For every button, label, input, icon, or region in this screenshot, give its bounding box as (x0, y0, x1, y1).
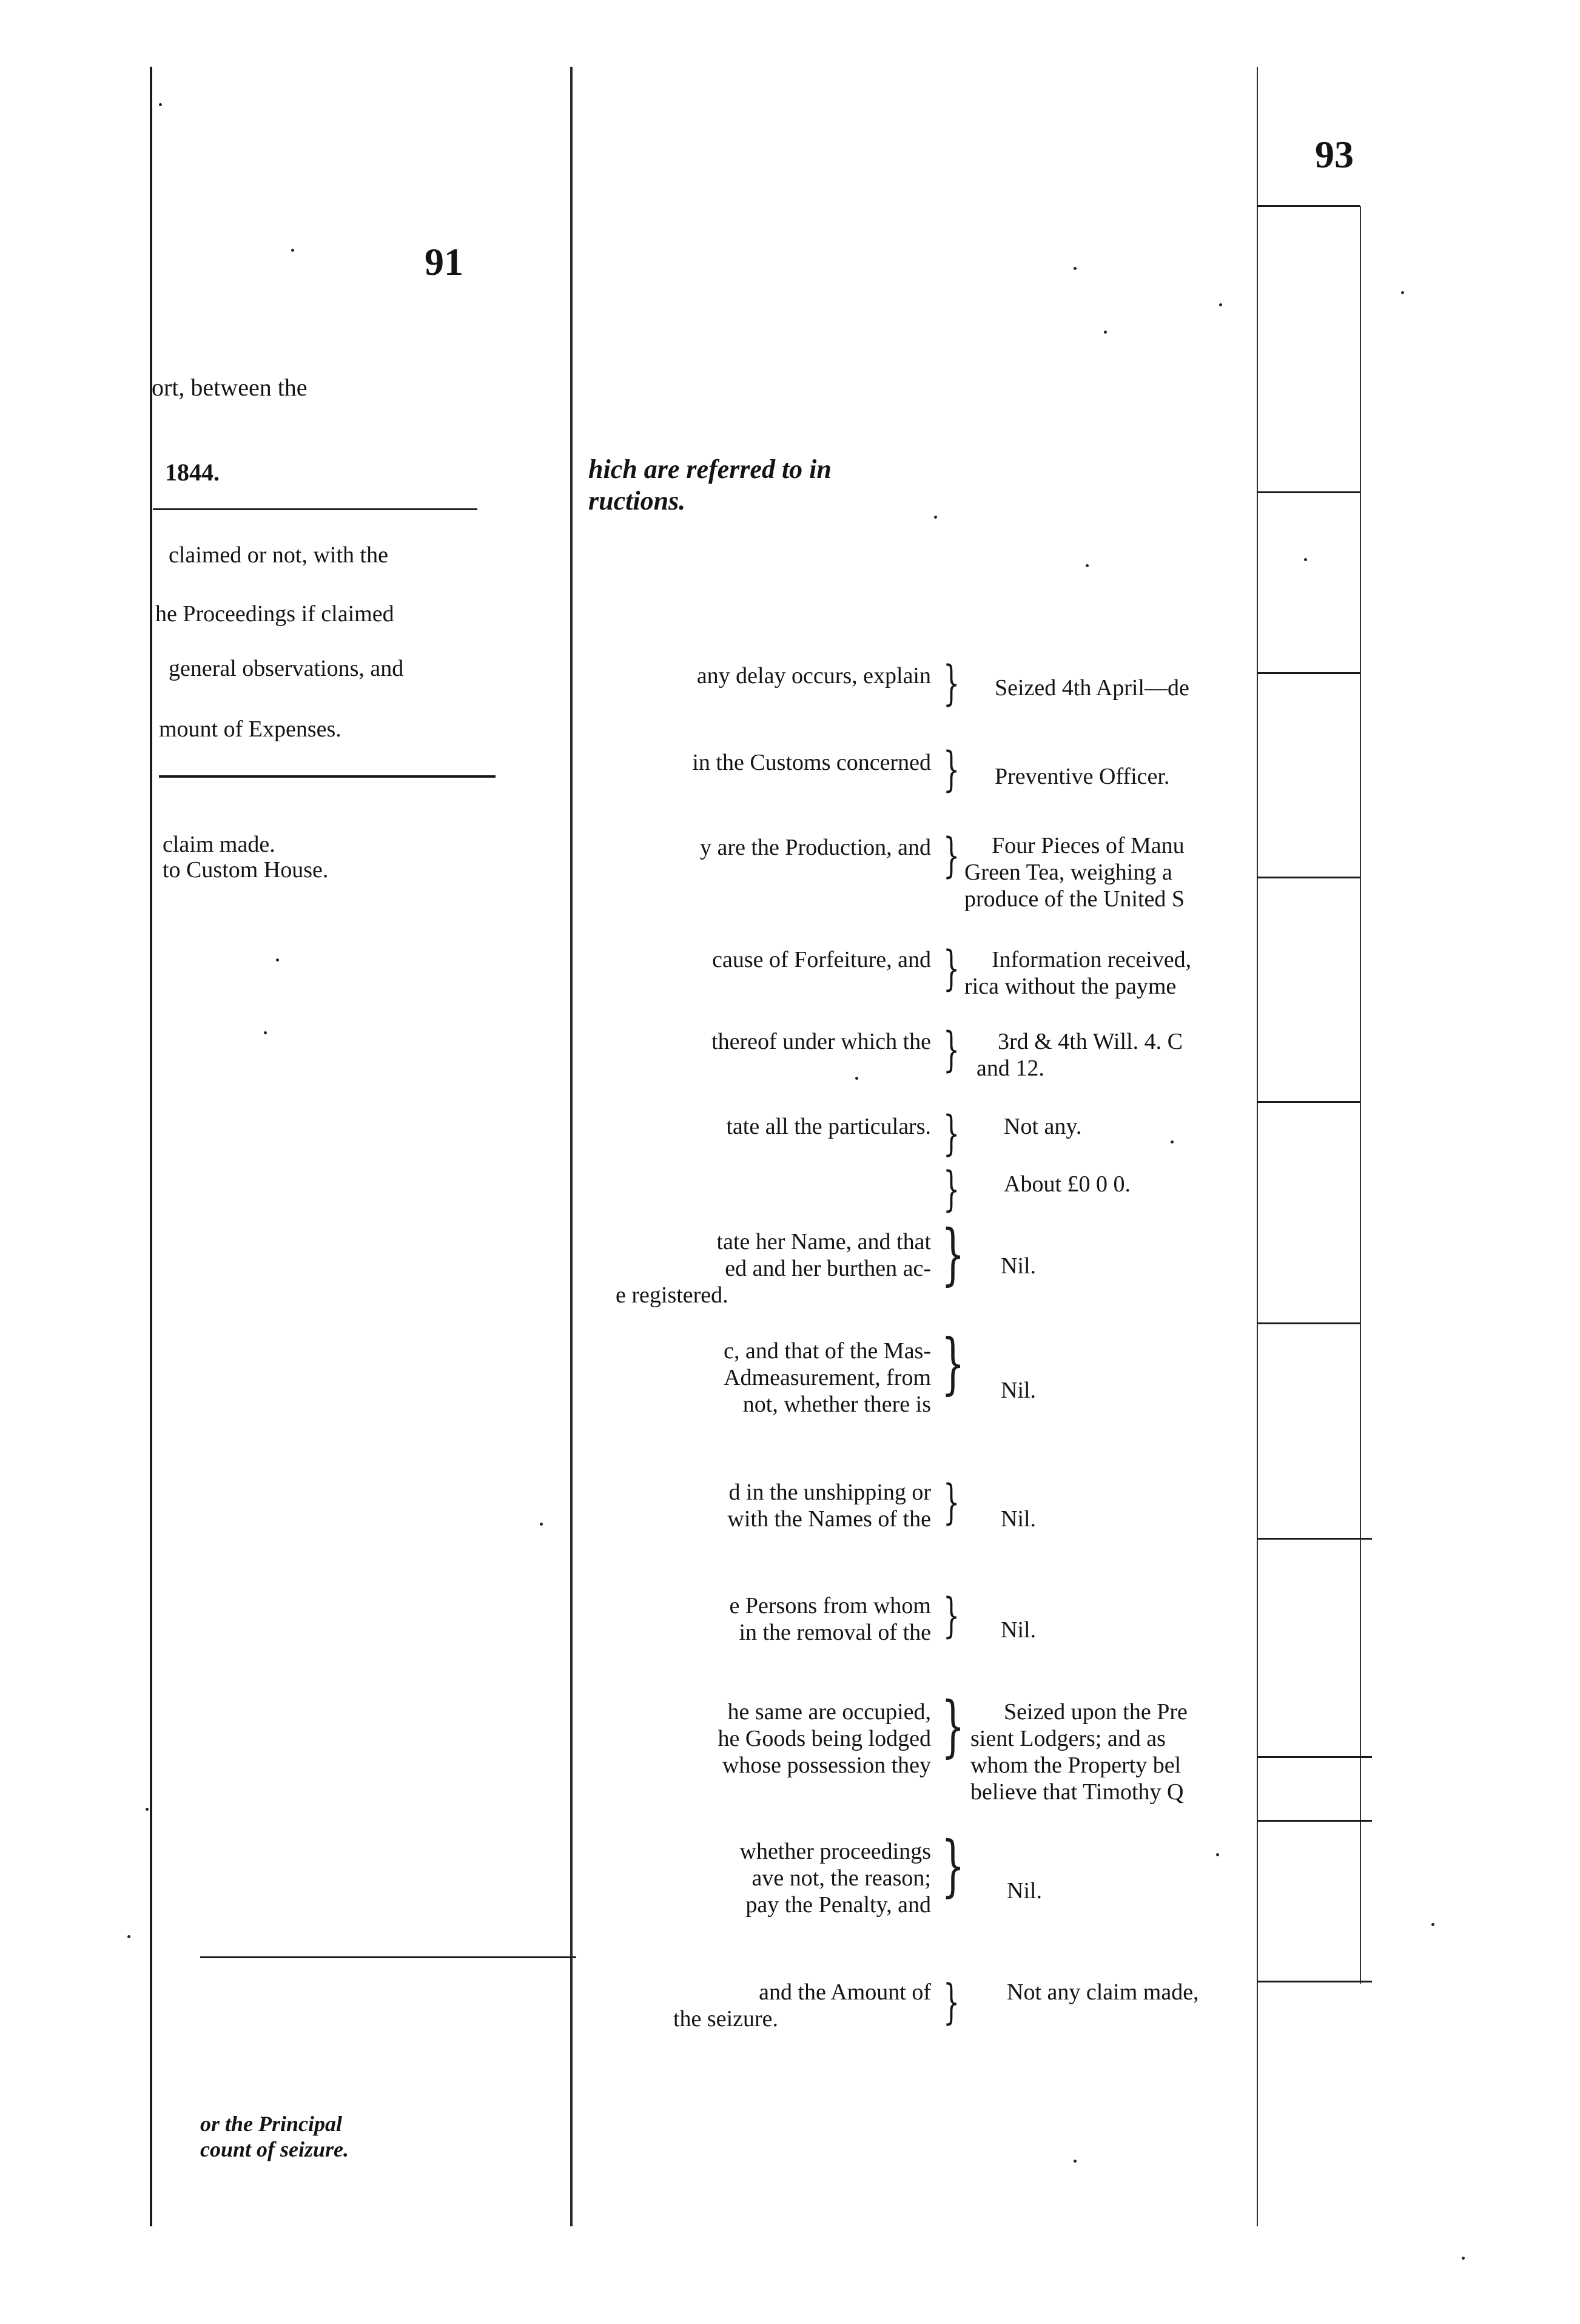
brace-icon: } (943, 941, 960, 996)
scan-speck (1216, 1853, 1219, 1856)
scan-speck (934, 516, 937, 519)
answer-row-3: Information received, rica without the payme (964, 947, 1192, 999)
question-row-13: and the Amount of the seizure. (673, 1979, 931, 2032)
question-row-11: he same are occupied, he Goods being lodged whose possession they (718, 1699, 931, 1778)
scan-speck (1431, 1923, 1434, 1926)
middle-page-edge (570, 67, 573, 2226)
answer-row-6: About £0 0 0. (1004, 1171, 1131, 1197)
brace-icon: } (943, 1975, 960, 2030)
question-row-1: in the Customs concerned (692, 750, 931, 775)
answer-row-11: Seized upon the Pre sient Lodgers; and as whom the Property bel believe that Timothy Q (970, 1699, 1188, 1805)
right-table-rule (1257, 1101, 1360, 1103)
scan-speck (291, 249, 294, 252)
question-row-5: tate all the particulars. (726, 1114, 931, 1139)
scan-speck (1074, 267, 1077, 270)
left-header-rule-top (153, 508, 477, 510)
brace-icon: } (943, 743, 960, 797)
question-row-0: any delay occurs, explain (696, 663, 931, 689)
brace-icon: } (943, 1162, 960, 1217)
left-footer-rule (200, 1956, 576, 1958)
scan-speck (276, 958, 279, 962)
question-row-7: tate her Name, and that ed and her burthen ac- e registered. (616, 1229, 931, 1308)
scan-speck (1104, 331, 1107, 334)
scan-speck (540, 1523, 543, 1526)
question-row-12: whether proceedings ave not, the reason; pay the Penalty, and (739, 1839, 931, 1918)
answer-row-0: Seized 4th April—de (995, 675, 1189, 701)
right-table-rule (1257, 1538, 1372, 1540)
right-table-rule (1257, 491, 1360, 493)
left-page-number: 91 (425, 240, 463, 283)
middle-heading-2: ructions. (588, 486, 686, 516)
right-table-rule (1257, 877, 1360, 878)
brace-icon: } (943, 1475, 960, 1530)
brace-icon: } (943, 829, 960, 883)
right-table-rule (1257, 672, 1360, 674)
answer-row-4: 3rd & 4th Will. 4. C and 12. (977, 1029, 1183, 1081)
question-row-8: c, and that of the Mas- Admeasurement, from not, whether there is (724, 1338, 931, 1417)
question-row-9: d in the unshipping or with the Names of the (727, 1480, 931, 1532)
left-column-header-3: general observations, and (169, 656, 404, 681)
left-column-header-1: claimed or not, with the (169, 542, 388, 568)
left-heading-year: 1844. (165, 459, 220, 486)
right-table-rule (1257, 1756, 1372, 1758)
brace-icon: } (943, 1106, 960, 1161)
right-table-rule (1257, 205, 1360, 207)
right-page-edge (1257, 67, 1258, 2226)
scan-speck (127, 1935, 130, 1938)
right-table-rule (1257, 1322, 1360, 1324)
right-table-rule (1257, 1981, 1372, 1982)
left-column-header-2: he Proceedings if claimed (155, 601, 394, 627)
left-entry-2: to Custom House. (163, 857, 329, 883)
answer-row-12: Nil. (1007, 1878, 1043, 1904)
left-footer-2: count of seizure. (200, 2137, 349, 2161)
scan-speck (855, 1077, 858, 1080)
scan-speck (1219, 303, 1222, 306)
brace-icon: } (943, 1589, 960, 1643)
scan-speck (1086, 564, 1089, 567)
answer-row-7: Nil. (1001, 1253, 1037, 1279)
left-header-rule-bottom (159, 775, 496, 778)
brace-icon: } (943, 1023, 960, 1077)
brace-icon: } (941, 1324, 965, 1402)
brace-icon: } (941, 1827, 965, 1904)
middle-heading-1: hich are referred to in (588, 454, 832, 484)
question-row-2: y are the Production, and (700, 835, 931, 860)
scan-speck (264, 1031, 267, 1034)
left-footer-1: or the Principal (200, 2112, 343, 2136)
question-row-4: thereof under which the (711, 1029, 931, 1054)
left-column-header-4: mount of Expenses. (159, 716, 341, 742)
scan-speck (1304, 558, 1307, 561)
scan-speck (1074, 2160, 1077, 2163)
answer-row-8: Nil. (1001, 1378, 1037, 1403)
answer-row-9: Nil. (1001, 1506, 1037, 1532)
left-entry-1: claim made. (163, 832, 275, 857)
question-row-10: e Persons from whom in the removal of the (729, 1593, 931, 1645)
brace-icon: } (941, 1215, 965, 1293)
right-column-rule (1360, 206, 1361, 1984)
answer-row-13: Not any claim made, (1007, 1979, 1199, 2005)
scan-speck (146, 1808, 149, 1811)
brace-icon: } (943, 656, 960, 711)
left-heading: ort, between the (152, 374, 308, 401)
right-table-rule (1257, 1820, 1372, 1822)
answer-row-2: Four Pieces of Manu Green Tea, weighing a produce of the United S (964, 833, 1185, 912)
question-row-3: cause of Forfeiture, and (712, 947, 931, 972)
scan-speck (1462, 2257, 1465, 2260)
scan-speck (159, 103, 162, 106)
scan-speck (1171, 1140, 1174, 1143)
answer-row-10: Nil. (1001, 1617, 1037, 1643)
answer-row-1: Preventive Officer. (995, 764, 1170, 789)
answer-row-5: Not any. (1004, 1114, 1082, 1139)
scan-speck (1401, 291, 1404, 294)
right-page-number: 93 (1315, 133, 1354, 176)
brace-icon: } (941, 1687, 965, 1765)
